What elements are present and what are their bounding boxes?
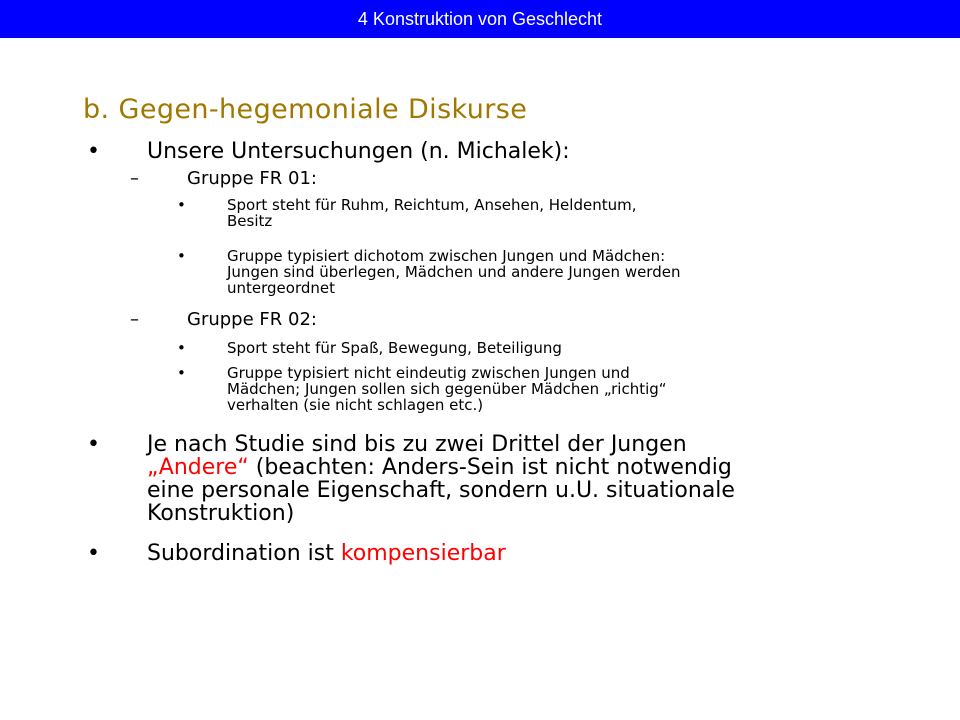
kompensierbar-emphasis: kompensierbar (340, 541, 506, 566)
bullet-marker: • (87, 432, 100, 457)
point-text: Besitz (227, 212, 273, 230)
point-text: verhalten (sie nicht schlagen etc.) (227, 396, 484, 414)
point-text: untergeordnet (227, 279, 335, 297)
point-text: Sport steht für Spaß, Bewegung, Beteiligung (227, 339, 562, 357)
bullet-text: Konstruktion) (147, 501, 295, 526)
slide-title: b. Gegen-hegemoniale Diskurse (83, 94, 528, 125)
bullet-marker: • (177, 339, 186, 357)
subordination-text: Subordination ist (147, 541, 341, 566)
bullet-text (147, 542, 506, 565)
dash-marker: – (130, 168, 139, 189)
bullet-marker: • (87, 139, 100, 164)
point-text: Gruppe typisiert dichotom zwischen Jungen und Mädchen: (227, 247, 666, 265)
bullet-text: Je nach Studie sind bis zu zwei Drittel der Jungen (147, 432, 687, 457)
dash-marker: – (130, 309, 139, 330)
point-text: Gruppe typisiert nicht eindeutig zwischen Jungen und (227, 364, 630, 382)
bullet-text: eine personale Eigenschaft, sondern u.U. situationale (147, 478, 735, 503)
bullet-marker: • (177, 196, 186, 214)
header-title: 4 Konstruktion von Geschlecht (357, 9, 603, 29)
point-text: Sport steht für Ruhm, Reichtum, Ansehen, Heldentum, (227, 196, 637, 214)
andere-emphasis: „Andere“ (147, 455, 249, 480)
bullet-text-rest: (beachten: Anders-Sein ist nicht notwendig (248, 455, 732, 480)
header-bar (0, 0, 960, 38)
bullet-text: Unsere Untersuchungen (n. Michalek): (147, 139, 570, 164)
point-text: Mädchen; Jungen sollen sich gegenüber Mädchen „richtig“ (227, 380, 667, 398)
bullet-marker: • (177, 364, 186, 382)
bullet-marker: • (177, 247, 186, 265)
subitem-text: Gruppe FR 01: (187, 168, 317, 189)
subitem-text: Gruppe FR 02: (187, 309, 317, 330)
bullet-text (147, 456, 732, 479)
bullet-marker: • (87, 541, 100, 566)
point-text: Jungen sind überlegen, Mädchen und andere Jungen werden (227, 263, 681, 281)
